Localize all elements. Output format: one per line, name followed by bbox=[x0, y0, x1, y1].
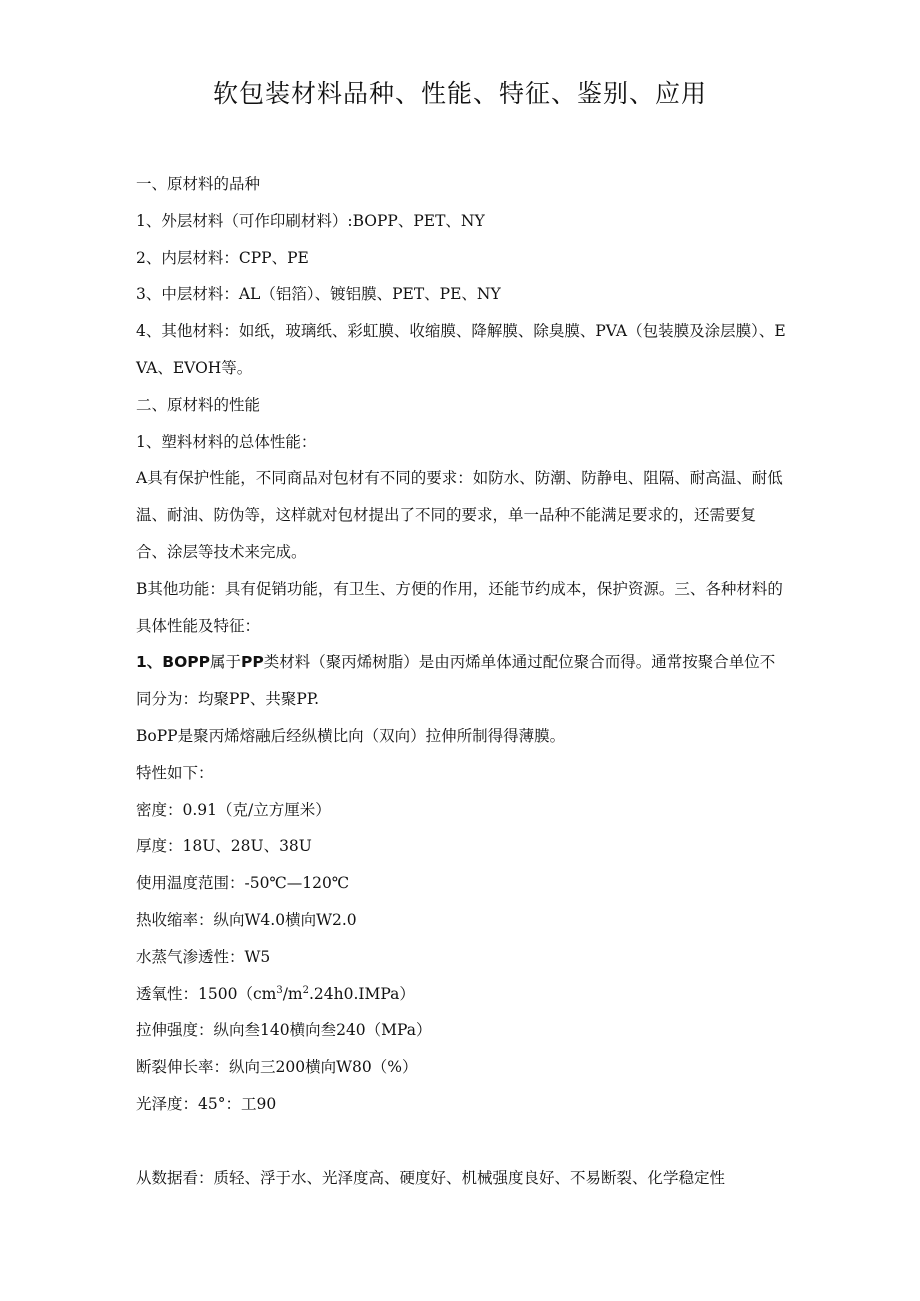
property-thickness: 厚度：18U、28U、38U bbox=[136, 837, 312, 856]
document-title: 软包装材料品种、性能、特征、鉴别、应用 bbox=[212, 79, 707, 108]
list-item-middle-material: 3、中层材料：AL（铝箔）、镀铝膜、PET、PE、NY bbox=[136, 285, 501, 304]
list-item-other-material: 4、其他材料：如纸，玻璃纸、彩虹膜、收缩膜、降解膜、除臭膜、PVA（包装膜及涂层膜）、EVA、EVOH等。 bbox=[136, 322, 786, 377]
list-item-inner-material: 2、内层材料：CPP、PE bbox=[136, 248, 309, 267]
property-temperature-range: 使用温度范围：-50℃—120℃ bbox=[136, 874, 350, 893]
oxygen-mid: /m bbox=[282, 984, 303, 1003]
document-body bbox=[136, 166, 786, 1196]
bopp-text-belongs: 属于 bbox=[210, 653, 242, 672]
list-item-outer-material: 1、外层材料（可作印刷材料）:BOPP、PET、NY bbox=[136, 211, 485, 230]
property-water-vapor: 水蒸气渗透性：W5 bbox=[136, 947, 271, 966]
bopp-label: 1、BOPP bbox=[136, 653, 210, 672]
subheading-plastic-overall: 1、塑料材料的总体性能： bbox=[136, 432, 317, 451]
section-heading-varieties: 一、原材料的品种 bbox=[136, 175, 261, 193]
paragraph-protection: A具有保护性能，不同商品对包材有不同的要求：如防水、防潮、防静电、阻隔、耐高温、耐低温、耐油、防伪等，这样就对包材提出了不同的要求，单一品种不能满足要求的，还需要复合、涂层等技术来完成。 bbox=[136, 469, 783, 561]
paragraph-bopp-description: BoPP是聚丙烯熔融后经纵横比向（双向）拉伸所制得得薄膜。 bbox=[136, 726, 566, 745]
blank-line bbox=[136, 1123, 786, 1160]
property-tensile-strength: 拉伸强度：纵向叁140横向叁240（MPa） bbox=[136, 1021, 432, 1040]
property-density: 密度：0.91（克/立方厘米） bbox=[136, 800, 331, 819]
oxygen-sup-square: 2 bbox=[302, 984, 309, 996]
property-heat-shrink: 热收缩率：纵向W4.0横向W2.0 bbox=[136, 910, 357, 929]
oxygen-sup-cubic: 3 bbox=[276, 984, 283, 996]
properties-heading: 特性如下： bbox=[136, 763, 214, 782]
paragraph-bopp-intro bbox=[136, 644, 786, 718]
oxygen-suffix: .24h0.IMPa） bbox=[309, 984, 415, 1003]
pp-label: PP bbox=[241, 653, 264, 672]
paragraph-other-functions: B其他功能：具有促销功能，有卫生、方便的作用，还能节约成本，保护资源。三、各种材料的具体性能及特征： bbox=[136, 579, 783, 635]
property-gloss: 光泽度：45°：工90 bbox=[136, 1094, 277, 1113]
property-elongation: 断裂伸长率：纵向三200横向W80（%） bbox=[136, 1058, 418, 1077]
section-heading-performance: 二、原材料的性能 bbox=[136, 395, 261, 414]
bopp-text-rest: 类材料（聚丙烯树脂）是由丙烯单体通过配位聚合而得。通常按聚合单位不同分为：均聚PP、共聚PP. bbox=[136, 653, 776, 709]
oxygen-prefix: 透氧性：1500（cm bbox=[136, 984, 277, 1003]
paragraph-summary: 从数据看：质轻、浮于水、光泽度高、硬度好、机械强度良好、不易断裂、化学稳定性 bbox=[136, 1168, 726, 1187]
property-oxygen-permeability bbox=[136, 976, 786, 1013]
